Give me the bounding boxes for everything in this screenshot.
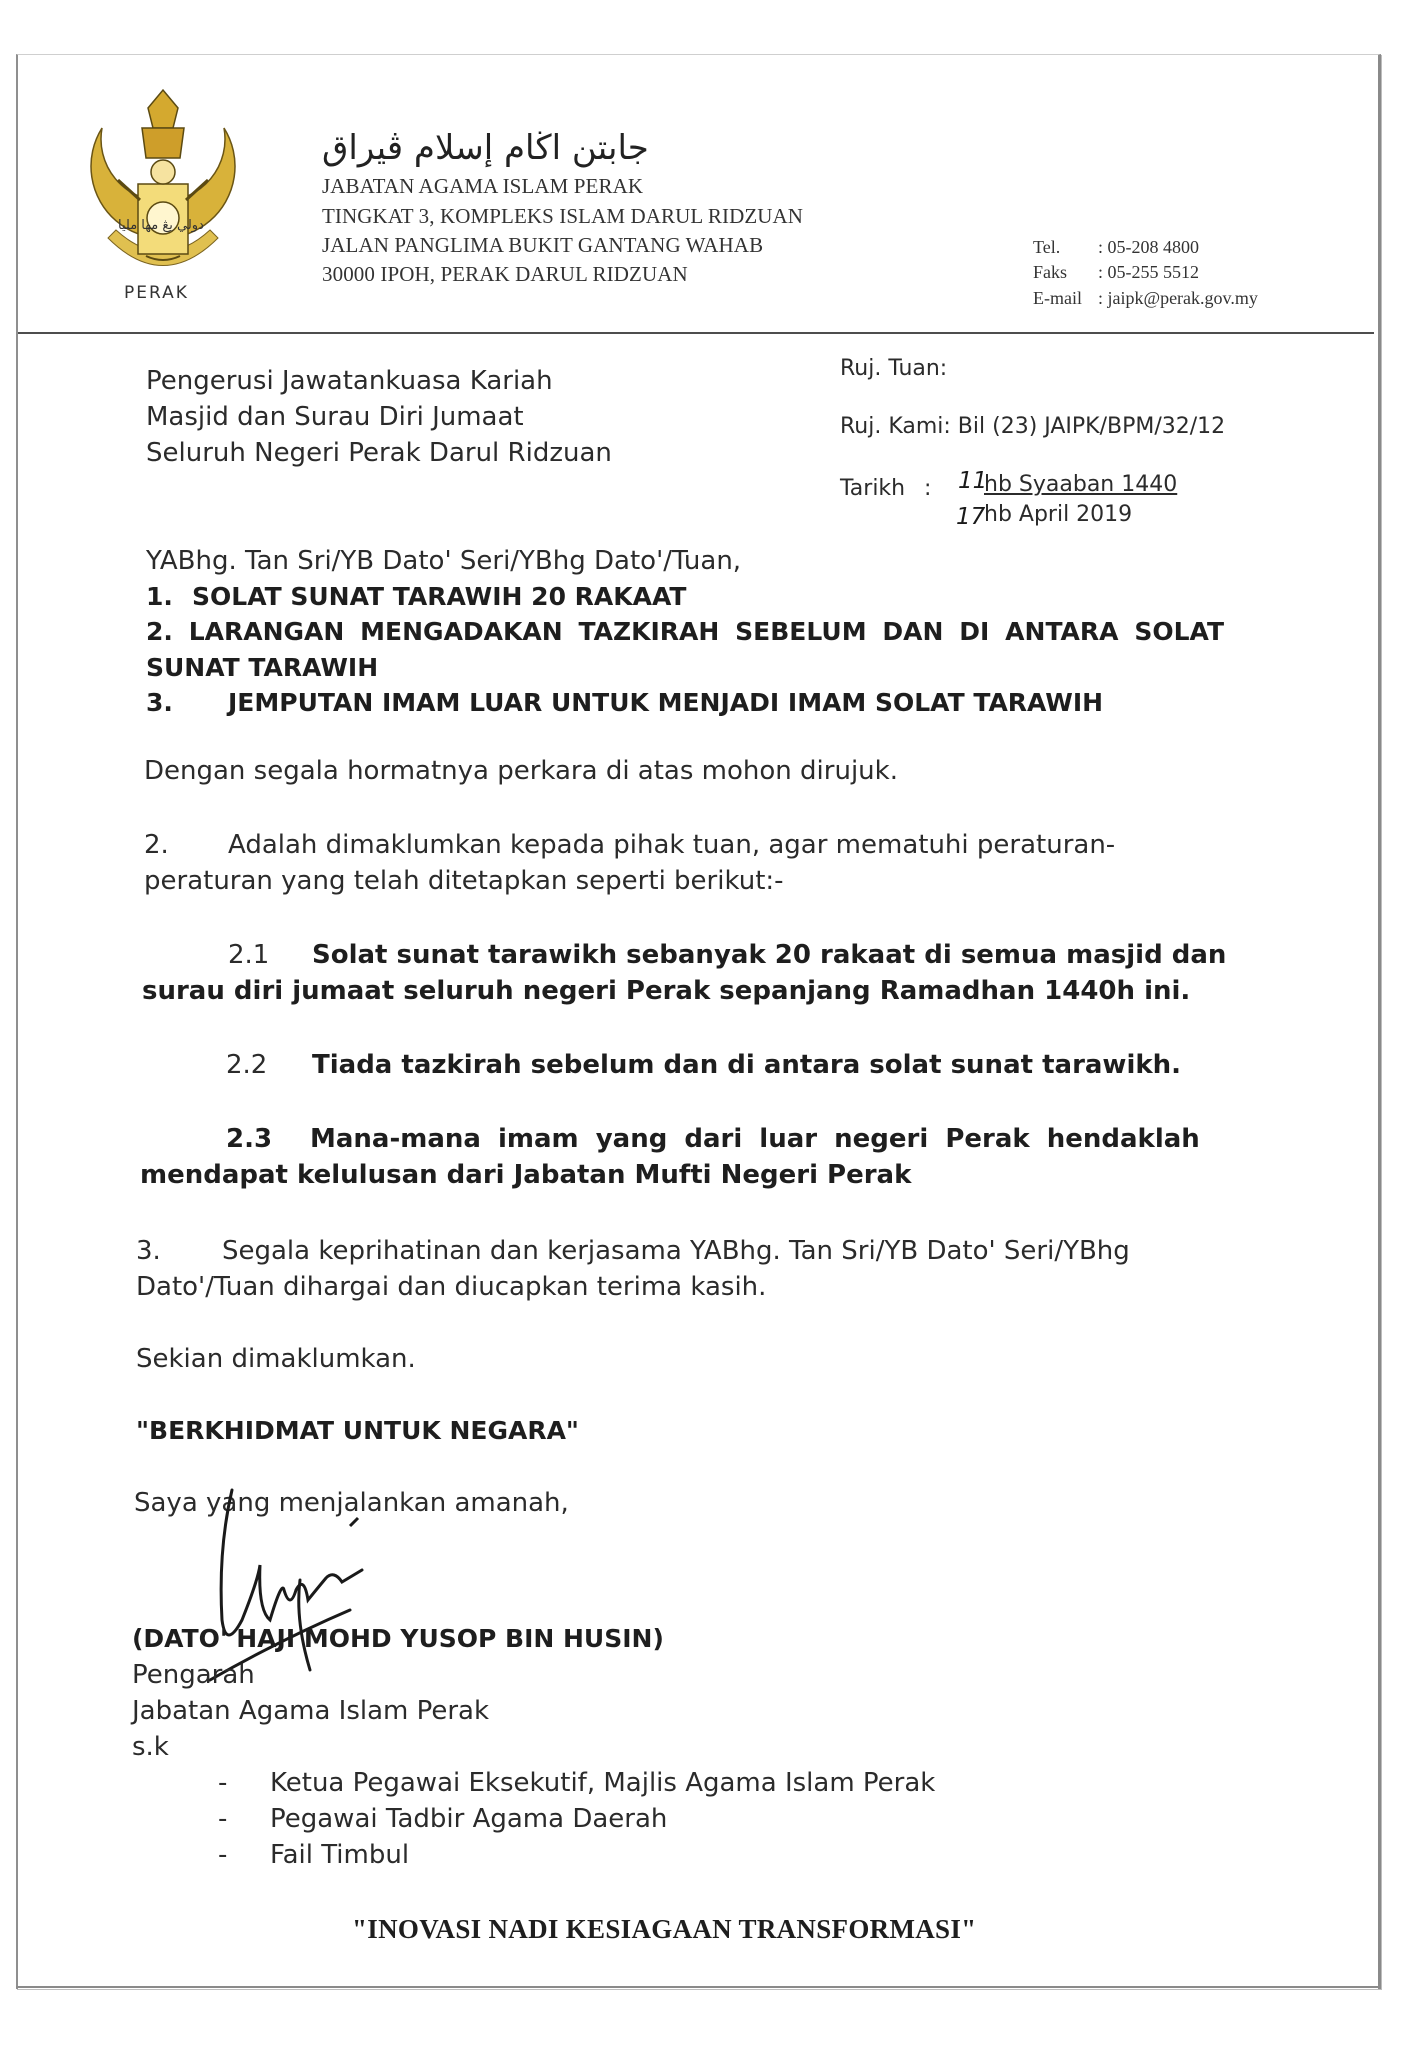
item-2-2-line-1: Tiada tazkirah sebelum dan di antara solat sunat tarawikh. <box>312 1050 1182 1080</box>
motto: "BERKHIDMAT UNTUK NEGARA" <box>136 1416 579 1445</box>
crest-label: PERAK <box>124 283 189 303</box>
cc-label: s.k <box>132 1732 169 1762</box>
para-3-number: 3. <box>136 1236 161 1266</box>
address-line-3: 30000 IPOH, PERAK DARUL RIDZUAN <box>322 262 688 286</box>
arabic-org-name: جابتن اڬام إسلام ڤيراق <box>322 128 649 168</box>
subject-3: JEMPUTAN IMAM LUAR UNTUK MENJADI IMAM SOLAT TARAWIH <box>228 688 1104 717</box>
ruj-tuan: Ruj. Tuan: <box>840 356 948 381</box>
item-2-1-number: 2.1 <box>228 940 270 970</box>
signatory-title: Pengarah <box>132 1660 255 1690</box>
address-line-2: JALAN PANGLIMA BUKIT GANTANG WAHAB <box>322 233 764 257</box>
subject-1-number: 1. <box>146 582 173 611</box>
intro-paragraph: Dengan segala hormatnya perkara di atas mohon dirujuk. <box>144 756 898 786</box>
para-2-line-2: peraturan yang telah ditetapkan seperti berikut:- <box>144 866 784 896</box>
item-2-3-line-2: mendapat kelulusan dari Jabatan Mufti Negeri Perak <box>140 1160 912 1190</box>
signatory-org: Jabatan Agama Islam Perak <box>132 1696 490 1726</box>
signatory-name: (DATO' HAJI MOHD YUSOP BIN HUSIN) <box>132 1624 664 1653</box>
item-2-3-line-1: Mana-mana imam yang dari luar negeri Perak hendaklah <box>310 1124 1200 1154</box>
salutation: YABhg. Tan Sri/YB Dato' Seri/YBhg Dato'/Tuan, <box>146 546 742 576</box>
org-name: JABATAN AGAMA ISLAM PERAK <box>322 174 644 198</box>
ruj-kami: Ruj. Kami: Bil (23) JAIPK/BPM/32/12 <box>840 414 1226 439</box>
hijri-day-handwritten: 11 <box>958 468 988 494</box>
fax-value: : 05-255 5512 <box>1098 262 1199 282</box>
item-2-1-line-1: Solat sunat tarawikh sebanyak 20 rakaat di semua masjid dan <box>312 940 1227 970</box>
para-2-line-1: Adalah dimaklumkan kepada pihak tuan, agar mematuhi peraturan- <box>228 830 1116 860</box>
page-edge <box>16 1986 1381 1988</box>
closing: Sekian dimaklumkan. <box>136 1344 416 1374</box>
email-value: : jaipk@perak.gov.my <box>1098 288 1258 308</box>
greg-date: hb April 2019 <box>984 502 1133 527</box>
subject-2: 2. LARANGAN MENGADAKAN TAZKIRAH SEBELUM DAN DI ANTARA SOLAT SUNAT TARAWIH <box>146 617 1224 682</box>
recipient-line-1: Pengerusi Jawatankuasa Kariah <box>146 366 553 396</box>
item-2-3-number: 2.3 <box>226 1124 273 1154</box>
tel-value: : 05-208 4800 <box>1098 237 1199 257</box>
cc-dash-2: - <box>218 1804 228 1834</box>
tarikh-colon: : <box>924 476 932 501</box>
item-2-2-number: 2.2 <box>226 1050 268 1080</box>
hijri-date: hb Syaaban 1440 <box>984 472 1178 497</box>
cc-item-3: Fail Timbul <box>270 1840 410 1870</box>
recipient-line-3: Seluruh Negeri Perak Darul Ridzuan <box>146 438 612 468</box>
para-3-line-2: Dato'/Tuan dihargai dan diucapkan terima kasih. <box>136 1272 767 1302</box>
email-label: E-mail <box>1033 288 1082 308</box>
address-line-1: TINGKAT 3, KOMPLEKS ISLAM DARUL RIDZUAN <box>322 204 804 228</box>
cc-item-1: Ketua Pegawai Eksekutif, Majlis Agama Islam Perak <box>270 1768 936 1798</box>
para-3-line-1: Segala keprihatinan dan kerjasama YABhg. Tan Sri/YB Dato' Seri/YBhg <box>222 1236 1130 1266</box>
item-2-1-line-2: surau diri jumaat seluruh negeri Perak sepanjang Ramadhan 1440h ini. <box>142 976 1191 1006</box>
para-2-number: 2. <box>144 830 169 860</box>
footer-motto: "INOVASI NADI KESIAGAAN TRANSFORMASI" <box>352 1914 977 1944</box>
tarikh-label: Tarikh <box>840 476 906 501</box>
trust-line: Saya yang menjalankan amanah, <box>134 1488 569 1518</box>
cc-dash-1: - <box>218 1768 228 1798</box>
fax-label: Faks <box>1033 262 1068 282</box>
subject-1: SOLAT SUNAT TARAWIH 20 RAKAAT <box>192 582 687 611</box>
subject-3-number: 3. <box>146 688 173 717</box>
cc-dash-3: - <box>218 1840 228 1870</box>
signature-image <box>200 1470 420 1690</box>
tel-label: Tel. <box>1033 237 1061 257</box>
cc-item-2: Pegawai Tadbir Agama Daerah <box>270 1804 668 1834</box>
letterhead-divider <box>18 332 1374 334</box>
recipient-line-2: Masjid dan Surau Diri Jumaat <box>146 402 524 432</box>
greg-day-handwritten: 17 <box>956 504 986 530</box>
crest-jawi-text: دولي يڠ مها مليا <box>118 218 204 233</box>
perak-crest-icon <box>68 88 258 308</box>
